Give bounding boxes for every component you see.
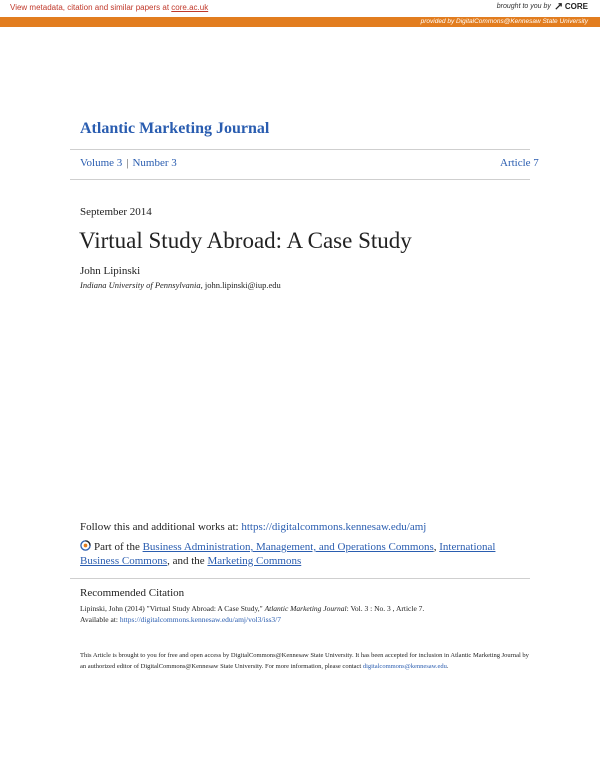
- author-email: john.lipinski@iup.edu: [204, 280, 281, 290]
- available-at-label: Available at:: [80, 615, 120, 624]
- volume-separator: |: [126, 157, 129, 169]
- core-metadata-text: [10, 3, 208, 12]
- core-provider-strip: [0, 17, 600, 27]
- commons-link-marketing[interactable]: Marketing Commons: [207, 555, 302, 567]
- commons-link-business-admin[interactable]: Business Administration, Management, and Operations Commons: [142, 541, 434, 553]
- core-brought-by: [497, 2, 588, 11]
- part-of-and-the: , and the: [167, 555, 208, 567]
- follow-line: [80, 521, 426, 533]
- notice-end: .: [446, 663, 449, 670]
- citation-divider: [70, 578, 530, 579]
- follow-url-link[interactable]: https://digitalcommons.kennesaw.edu/amj: [241, 521, 427, 533]
- citation-text-before: Lipinski, John (2014) "Virtual Study Abroad: A Case Study,": [80, 604, 265, 613]
- follow-label: Follow this and additional works at:: [80, 521, 242, 533]
- header-divider-bottom: [70, 179, 530, 180]
- article-number-link[interactable]: Article 7: [500, 157, 539, 169]
- citation-url-link[interactable]: https://digitalcommons.kennesaw.edu/amj/vol3/iss3/7: [119, 615, 282, 624]
- core-logo[interactable]: [554, 2, 588, 11]
- citation-journal: Atlantic Marketing Journal: [264, 604, 347, 613]
- article-title: Virtual Study Abroad: A Case Study: [79, 228, 412, 253]
- core-logo-text: CORE: [564, 2, 588, 11]
- volume-number-line: [80, 157, 177, 169]
- core-logo-icon: [554, 2, 563, 11]
- author-affiliation: Indiana University of Pennsylvania, john.lipinski@iup.edu: [80, 280, 281, 290]
- citation-body: [80, 603, 530, 625]
- header-divider-top: [70, 149, 530, 150]
- author-name: John Lipinski: [80, 265, 141, 277]
- contact-email-link[interactable]: digitalcommons@kennesaw.edu: [362, 663, 447, 670]
- network-icon: [80, 540, 91, 551]
- core-banner: [0, 0, 600, 17]
- publication-date: September 2014: [80, 206, 152, 218]
- commons-link-international-business[interactable]: International Business Commons: [80, 541, 496, 567]
- citation-text-after: : Vol. 3 : No. 3 , Article 7.: [346, 604, 425, 613]
- part-of-prefix: Part of the: [94, 541, 143, 553]
- part-of-commons: [80, 540, 520, 568]
- access-notice: [80, 650, 530, 672]
- volume-link[interactable]: Volume 3: [80, 157, 123, 169]
- journal-title[interactable]: Atlantic Marketing Journal: [80, 120, 270, 137]
- citation-heading: Recommended Citation: [80, 587, 185, 599]
- notice-text: This Article is brought to you for free and open access by DigitalCommons@Kennesaw State University. It has been accepted for inclusion in Atlantic Marketing Journal by an authorized editor of DigitalCommons@Kennesaw State University. For more information, please contact: [80, 652, 529, 670]
- affiliation-institution: Indiana University of Pennsylvania: [80, 280, 201, 290]
- core-link[interactable]: core.ac.uk: [171, 3, 209, 12]
- provided-by-text: provided by DigitalCommons@Kennesaw State University: [420, 18, 588, 25]
- brought-by-label: brought to you by: [496, 3, 551, 10]
- number-link[interactable]: Number 3: [132, 157, 177, 169]
- part-of-comma: ,: [433, 541, 440, 553]
- core-metadata-label: View metadata, citation and similar papers at: [10, 3, 172, 12]
